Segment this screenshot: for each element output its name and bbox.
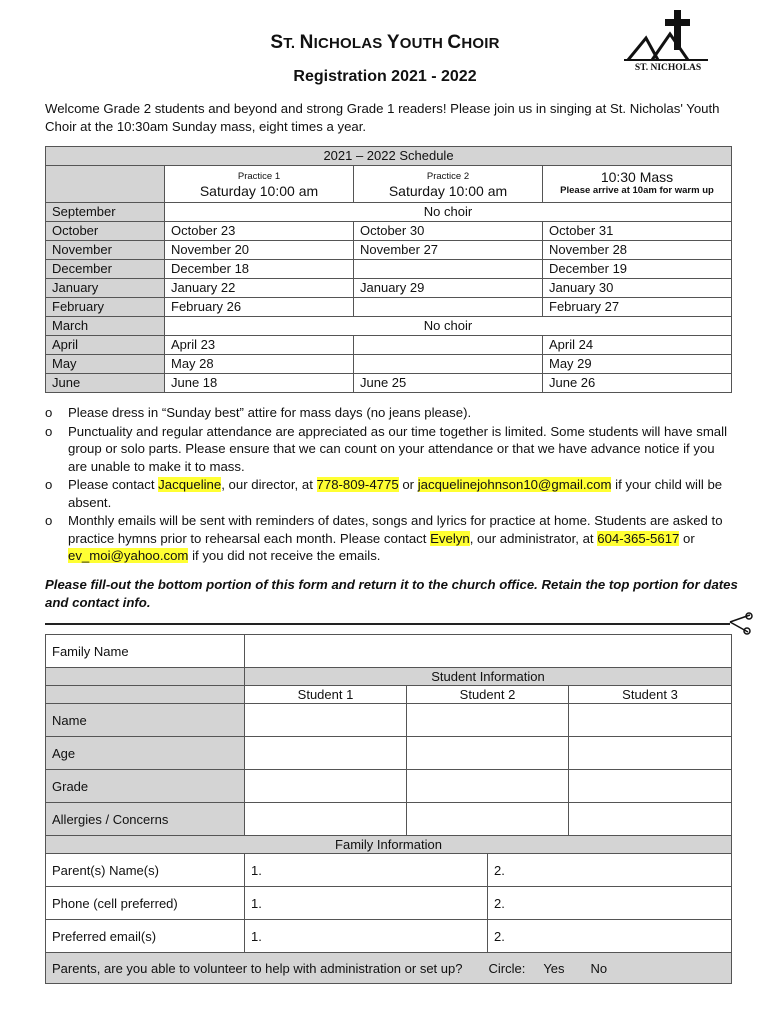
date-cell: June 25 [354,374,543,393]
date-cell: January 29 [354,279,543,298]
date-cell: January 30 [543,279,732,298]
schedule-row [46,260,732,279]
student-age-label: Age [46,737,245,770]
phone-label: Phone (cell preferred) [46,887,245,920]
admin-email-link[interactable]: ev_moi@yahoo.com [68,548,189,563]
volunteer-question: Parents, are you able to volunteer to help with administration or set up? [52,960,463,976]
student-grade-label: Grade [46,770,245,803]
scissors-icon [728,612,754,636]
month-label: December [46,260,165,279]
schedule-col-header: Practice 1 Saturday 10:00 am [165,166,354,203]
schedule-row [46,317,732,336]
date-cell: November 27 [354,241,543,260]
parent-name-field-2[interactable]: 2. [488,854,732,887]
date-cell: November 20 [165,241,354,260]
yes-option[interactable]: Yes [543,960,565,976]
date-cell: May 29 [543,355,732,374]
schedule-caption: 2021 – 2022 Schedule [46,147,732,166]
parent-name-label: Parent(s) Name(s) [46,854,245,887]
month-label: October [46,222,165,241]
student-1-grade-field[interactable] [245,770,407,803]
month-label: April [46,336,165,355]
email-field-2[interactable]: 2. [488,920,732,953]
student-1-name-field[interactable] [245,704,407,737]
student-allergies-label: Allergies / Concerns [46,803,245,836]
email-field-1[interactable]: 1. [245,920,488,953]
schedule-row [46,203,732,222]
return-instructions: Please fill-out the bottom portion of this form and return it to the church office. Retain the top portion for dates and contact info. [45,577,738,610]
date-cell [354,298,543,317]
month-label: February [46,298,165,317]
date-cell: April 24 [543,336,732,355]
svg-text:ST. NICHOLAS: ST. NICHOLAS [634,63,702,73]
student-1-allergies-field[interactable] [245,803,407,836]
schedule-row [46,355,732,374]
no-choir-cell: No choir [165,317,732,336]
student-3-allergies-field[interactable] [569,803,732,836]
student-name-label: Name [46,704,245,737]
date-cell: June 26 [543,374,732,393]
date-cell: December 18 [165,260,354,279]
family-name-field[interactable] [245,635,732,668]
date-cell: November 28 [543,241,732,260]
registration-form [45,634,732,984]
student-col-corner [46,686,245,704]
welcome-text: Welcome Grade 2 students and beyond and strong Grade 1 readers! Please join us in singing at St. Nicholas' Youth Choir at the 10:30am Sunday mass, eight times a year. [45,101,720,134]
family-info-header: Family Information [46,836,732,854]
student-info-header: Student Information [245,668,732,686]
cut-line [45,623,730,625]
date-cell [354,336,543,355]
date-cell: May 28 [165,355,354,374]
student-3-name-field[interactable] [569,704,732,737]
student-info-corner [46,668,245,686]
student-2-name-field[interactable] [407,704,569,737]
page-title: ST. NICHOLAS YOUTH CHOIR [270,32,500,53]
schedule-corner [46,166,165,203]
student-3-age-field[interactable] [569,737,732,770]
no-choir-cell: No choir [165,203,732,222]
director-phone: 778-809-4775 [316,477,399,492]
parent-name-field-1[interactable]: 1. [245,854,488,887]
student-2-age-field[interactable] [407,737,569,770]
st-nicholas-logo [612,10,716,76]
student-col-header: Student 1 [245,686,407,704]
family-name-label: Family Name [46,635,245,668]
phone-field-2[interactable]: 2. [488,887,732,920]
student-col-header: Student 2 [407,686,569,704]
month-label: January [46,279,165,298]
admin-phone: 604-365-5617 [597,530,680,546]
circle-label: Circle: [488,960,526,976]
date-cell: October 30 [354,222,543,241]
student-3-grade-field[interactable] [569,770,732,803]
date-cell: February 26 [165,298,354,317]
volunteer-row [46,953,732,984]
student-2-allergies-field[interactable] [407,803,569,836]
date-cell: October 31 [543,222,732,241]
schedule-row [46,336,732,355]
page-subtitle: Registration 2021 - 2022 [293,68,477,85]
month-label: November [46,241,165,260]
list-item: o Monthly emails will be sent with reminders of dates, songs and lyrics for practice at home. Students are asked to practice hymns prior to rehearsal each month. Please contact Evelyn, our administrator, at 604-365-5617 or ev_moi@yahoo.com if you did not receive the emails. [45,513,723,563]
email-label: Preferred email(s) [46,920,245,953]
list-item: o Please dress in “Sunday best” attire for mass days (no jeans please). [45,405,472,420]
student-col-header: Student 3 [569,686,732,704]
director-name: Jacqueline [158,477,222,492]
schedule-col-header: 10:30 Mass Please arrive at 10am for warm up [543,166,732,203]
admin-name: Evelyn [430,530,470,546]
schedule-table [45,146,732,393]
director-email-link[interactable]: jacquelinejohnson10@gmail.com [417,477,612,492]
date-cell: January 22 [165,279,354,298]
date-cell: December 19 [543,260,732,279]
phone-field-1[interactable]: 1. [245,887,488,920]
schedule-row [46,279,732,298]
date-cell: June 18 [165,374,354,393]
list-item: o Punctuality and regular attendance are appreciated as our time together is limited. Some students will have small group or solo parts. Please ensure that we can count on your attendance or that we have advance notice if you are unable to make it to mass. [45,423,727,474]
list-item: o Please contact Jacqueline, our director, at 778-809-4775 or jacquelinejohnson10@gmail.com if your child will be absent. [45,477,723,510]
schedule-row [46,374,732,393]
student-1-age-field[interactable] [245,737,407,770]
schedule-row [46,222,732,241]
schedule-col-header: Practice 2 Saturday 10:00 am [354,166,543,203]
date-cell [354,260,543,279]
schedule-row [46,241,732,260]
student-2-grade-field[interactable] [407,770,569,803]
month-label: March [46,317,165,336]
date-cell [354,355,543,374]
date-cell: February 27 [543,298,732,317]
month-label: June [46,374,165,393]
no-option[interactable]: No [590,960,608,976]
notes-list [45,404,735,566]
month-label: May [46,355,165,374]
date-cell: October 23 [165,222,354,241]
month-label: September [46,203,165,222]
schedule-row [46,298,732,317]
date-cell: April 23 [165,336,354,355]
